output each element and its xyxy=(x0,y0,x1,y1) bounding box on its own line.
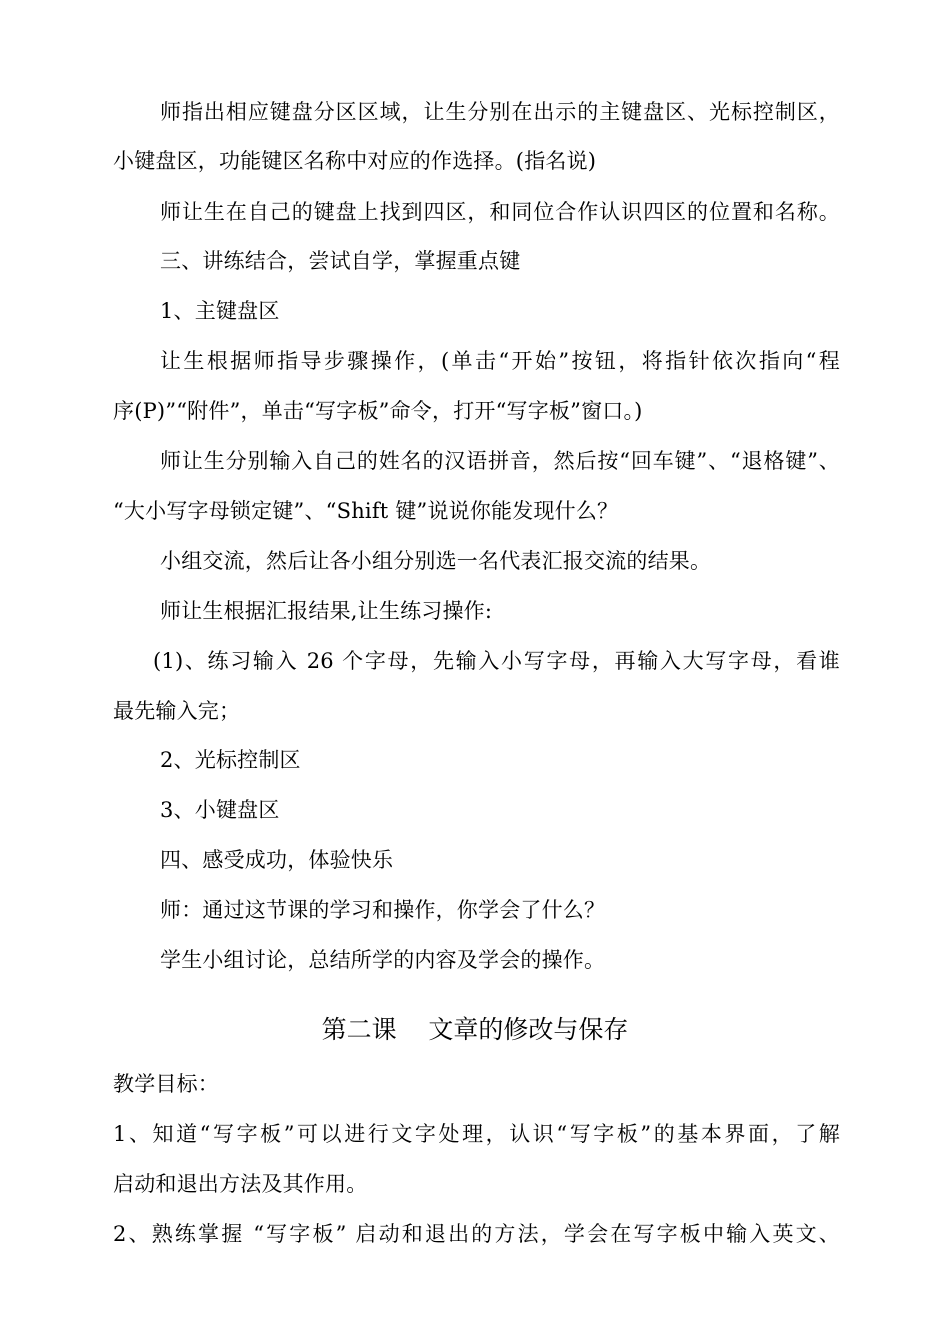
paragraph-line: 师让生分别输入自己的姓名的汉语拼音，然后按“回车键”、“退格键”、 xyxy=(160,449,840,473)
paragraph-line: 序(P)”“附件”，单击“写字板”命令，打开“写字板”窗口。) xyxy=(113,399,643,423)
paragraph-line: 小组交流，然后让各小组分别选一名代表汇报交流的结果。 xyxy=(160,549,712,573)
section-heading: 四、感受成功，体验快乐 xyxy=(160,848,394,872)
paragraph-line: 1、知道“写字板”可以进行文字处理，认识“写字板”的基本界面，了解 xyxy=(113,1122,840,1146)
lesson-title: 第二课 文章的修改与保存 xyxy=(321,1015,629,1044)
subsection-heading: 3、小键盘区 xyxy=(160,798,280,822)
subsection-heading: 2、光标控制区 xyxy=(160,748,301,772)
section-heading: 三、讲练结合，尝试自学，掌握重点键 xyxy=(160,249,521,273)
paragraph-line: “大小写字母锁定键”、“Shift 键”说说你能发现什么？ xyxy=(113,499,619,523)
paragraph-line: 师让生在自己的键盘上找到四区，和同位合作认识四区的位置和名称。 xyxy=(160,200,840,224)
paragraph-line: 小键盘区，功能键区名称中对应的作选择。(指名说) xyxy=(113,149,597,173)
paragraph-line: 让生根据师指导步骤操作，(单击“开始”按钮，将指针依次指向“程 xyxy=(160,349,840,373)
paragraph-line: 师让生根据汇报结果,让生练习操作: xyxy=(160,599,493,623)
paragraph-line: 2、熟练掌握 “写字板” 启动和退出的方法，学会在写字板中输入英文、 xyxy=(113,1222,840,1246)
paragraph-line: 最先输入完； xyxy=(113,699,241,723)
paragraph-line: 学生小组讨论，总结所学的内容及学会的操作。 xyxy=(160,948,606,972)
paragraph-line: 启动和退出方法及其作用。 xyxy=(113,1172,368,1196)
paragraph-line: 师指出相应键盘分区区域，让生分别在出示的主键盘区、光标控制区， xyxy=(160,100,840,124)
subsection-heading: 1、主键盘区 xyxy=(160,299,280,323)
paragraph-line: (1)、练习输入 26 个字母，先输入小写字母，再输入大写字母，看谁 xyxy=(153,649,840,673)
paragraph-line: 师：通过这节课的学习和操作，你学会了什么？ xyxy=(160,898,606,922)
section-heading: 教学目标： xyxy=(113,1072,219,1096)
